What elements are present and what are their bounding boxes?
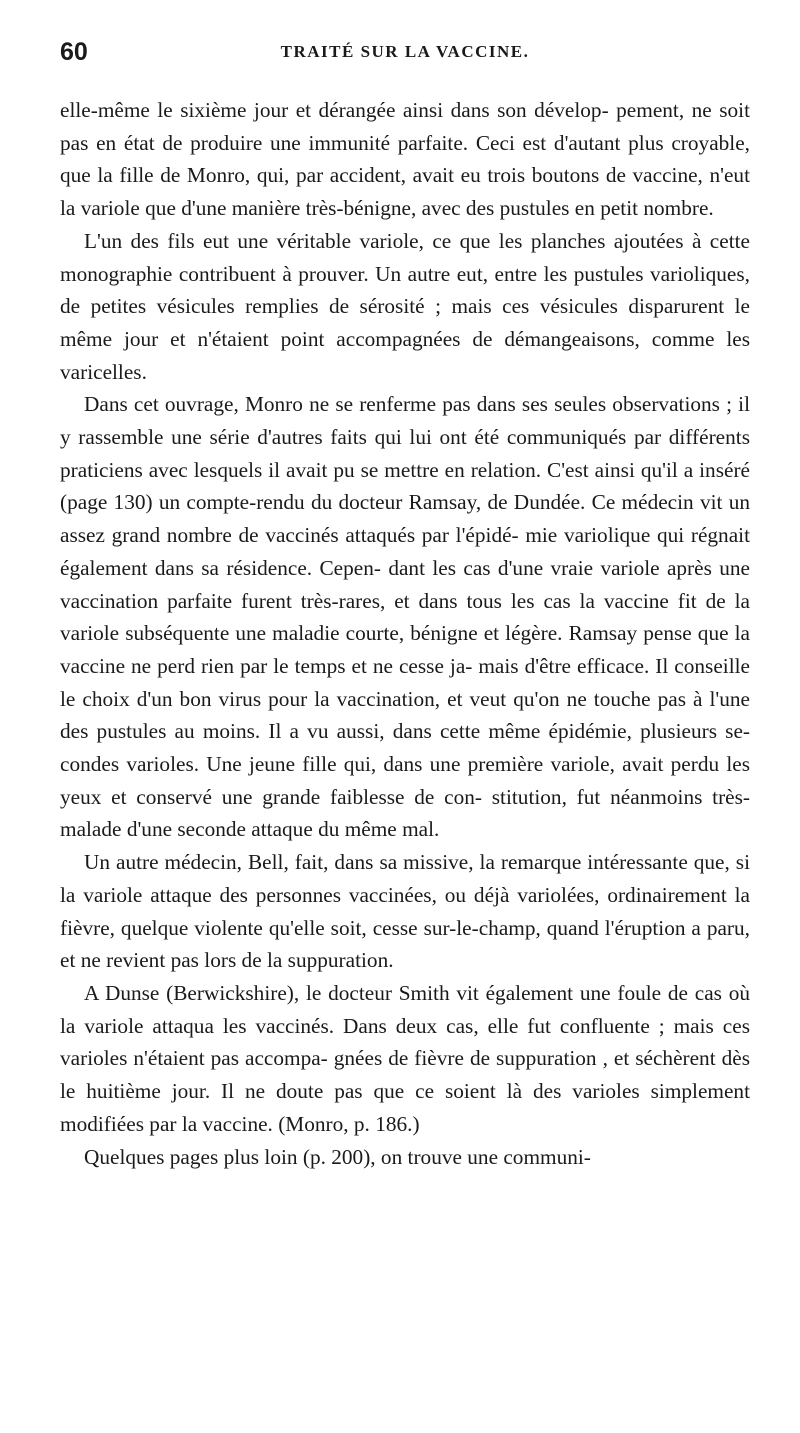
paragraph: L'un des fils eut une véritable variole, ce que les planches ajoutées à cette monographie contribuent à prouver. Un autre eut, entre les pustules varioliques, de petites vésicules remplies de sérosité ; mais ces vésicules disparurent le même jour et n'étaient point accompagnées de démangeaisons, comme les varicelles.	[60, 228, 750, 384]
paragraph: A Dunse (Berwickshire), le docteur Smith vit également une foule de cas où la variole attaqua les vaccinés. Dans deux cas, elle fut confluente ; mais ces varioles n'étaient pas accompa- gnées de fièvre de suppuration , et séchèrent dès le huitième jour. Il ne doute pas que ce soient là des varioles simplement modifiées par la vaccine. (Monro, p. 186.)	[60, 980, 750, 1136]
paragraph: elle-même le sixième jour et dérangée ainsi dans son dévelop- pement, ne soit pas en état de produire une immunité parfaite. Ceci est d'autant plus croyable, que la fille de Monro, qui, par accident, avait eu trois boutons de vaccine, n'eut la variole que d'une manière très-bénigne, avec des pustules en petit nombre.	[60, 98, 750, 221]
book-page	[60, 38, 750, 1173]
paragraph: Quelques pages plus loin (p. 200), on trouve une communi-	[84, 1144, 591, 1169]
running-title: TRAITÉ SUR LA VACCINE.	[280, 42, 530, 61]
paragraph: Un autre médecin, Bell, fait, dans sa missive, la remarque intéressante que, si la variole attaque des personnes vaccinées, ou déjà variolées, ordinairement la fièvre, quelque violente qu'elle soit, cesse sur-le-champ, quand l'éruption a paru, et ne revient pas lors de la suppuration.	[60, 850, 750, 973]
paragraph: Dans cet ouvrage, Monro ne se renferme pas dans ses seules observations ; il y rassemble une série d'autres faits qui lui ont été communiqués par différents praticiens avec lesquels il avait pu se mettre en relation. C'est ainsi qu'il a inséré (page 130) un compte-rendu du docteur Ramsay, de Dundée. Ce médecin vit un assez grand nombre de vaccinés attaqués par l'épidé- mie variolique qui régnait également dans sa résidence. Cepen- dant les cas d'une vraie variole après une vaccination parfaite furent très-rares, et dans tous les cas la vaccine fit de la variole subséquente une maladie courte, bénigne et légère. Ramsay pense que la vaccine ne perd rien par le temps et ne cesse ja- mais d'être efficace. Il conseille le choix d'un bon virus pour la vaccination, et veut qu'on ne touche pas à l'une des pustules au moins. Il a vu aussi, dans cette même épidémie, plusieurs se- condes varioles. Une jeune fille qui, dans une première variole, avait perdu les yeux et conservé une grande faiblesse de con- stitution, fut néanmoins très-malade d'une seconde attaque du même mal.	[60, 392, 750, 842]
page-number: 60	[60, 38, 88, 66]
page-header	[60, 38, 750, 78]
body-text	[60, 94, 750, 1173]
